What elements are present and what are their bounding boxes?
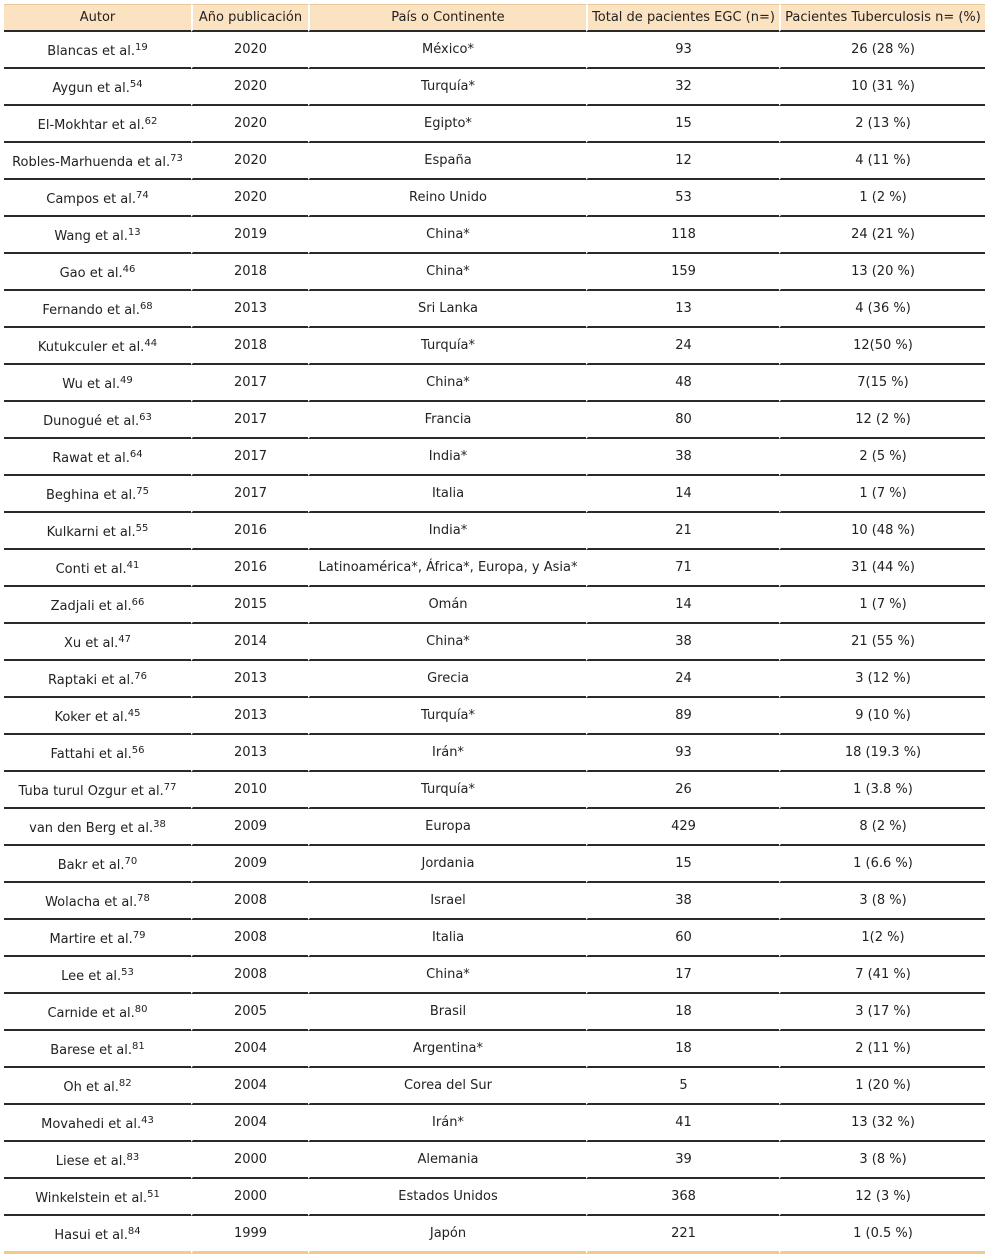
country-cell: China* — [308, 254, 586, 291]
total-patients-cell: 159 — [586, 254, 779, 291]
country-cell: Israel — [308, 883, 586, 920]
author-cell — [4, 698, 191, 735]
author-cell — [4, 291, 191, 328]
year-cell: 2018 — [191, 328, 308, 365]
author-name: Conti et al. — [55, 562, 127, 577]
year-cell: 2020 — [191, 180, 308, 217]
year-cell: 2019 — [191, 217, 308, 254]
author-name: El-Mokhtar et al. — [37, 118, 145, 133]
year-cell: 2009 — [191, 846, 308, 883]
reference-number: 43 — [141, 1115, 154, 1126]
tb-patients-cell: 26 (28 %) — [779, 32, 985, 69]
author-name: Raptaki et al. — [48, 673, 135, 688]
author-name: Aygun et al. — [52, 81, 130, 96]
tb-patients-cell: 1 (2 %) — [779, 180, 985, 217]
author-cell — [4, 957, 191, 994]
table-row — [4, 439, 985, 476]
author-cell — [4, 809, 191, 846]
reference-number: 46 — [122, 264, 136, 275]
header-total-patients: Total de pacientes EGC (n=) — [586, 4, 779, 32]
author-cell — [4, 1142, 191, 1179]
year-cell: 2008 — [191, 957, 308, 994]
author-name: Lee et al. — [61, 969, 122, 984]
reference-number: 70 — [124, 856, 138, 867]
reference-number: 68 — [139, 301, 153, 312]
year-cell: 2020 — [191, 143, 308, 180]
total-patients-cell: 13 — [586, 291, 779, 328]
year-cell: 2015 — [191, 587, 308, 624]
author-name: Gao et al. — [59, 266, 123, 281]
country-cell: Turquía* — [308, 772, 586, 809]
country-cell: Omán — [308, 587, 586, 624]
reference-number: 83 — [126, 1152, 140, 1163]
tb-patients-cell: 3 (12 %) — [779, 661, 985, 698]
year-cell: 2017 — [191, 365, 308, 402]
reference-number: 76 — [134, 671, 147, 682]
table-row — [4, 69, 985, 106]
country-cell: Brasil — [308, 994, 586, 1031]
country-cell: Corea del Sur — [308, 1068, 586, 1105]
table-row — [4, 1031, 985, 1068]
country-cell: Estados Unidos — [308, 1179, 586, 1216]
tb-patients-cell: 1 (6.6 %) — [779, 846, 985, 883]
total-patients-cell: 24 — [586, 328, 779, 365]
tb-patients-cell: 18 (19.3 %) — [779, 735, 985, 772]
table-row — [4, 180, 985, 217]
author-name: Bakr et al. — [57, 858, 125, 873]
header-tb-patients: Pacientes Tuberculosis n= (%) — [779, 4, 985, 32]
author-name: Koker et al. — [54, 710, 128, 725]
author-name: Oh et al. — [63, 1080, 119, 1095]
reference-number: 62 — [144, 116, 158, 127]
reference-number: 66 — [131, 597, 145, 608]
tb-patients-cell: 12 (3 %) — [779, 1179, 985, 1216]
reference-number: 79 — [132, 930, 146, 941]
author-name: Movahedi et al. — [41, 1117, 142, 1132]
author-cell — [4, 1179, 191, 1216]
total-patients-cell: 26 — [586, 772, 779, 809]
tb-patients-cell: 21 (55 %) — [779, 624, 985, 661]
author-name: Winkelstein et al. — [35, 1191, 148, 1206]
author-cell — [4, 920, 191, 957]
total-patients-cell: 32 — [586, 69, 779, 106]
author-cell — [4, 254, 191, 291]
year-cell: 2010 — [191, 772, 308, 809]
total-patients-cell: 38 — [586, 883, 779, 920]
reference-number: 77 — [163, 782, 177, 793]
year-cell: 2017 — [191, 476, 308, 513]
country-cell: Grecia — [308, 661, 586, 698]
author-name: Wolacha et al. — [45, 895, 138, 910]
year-cell: 2000 — [191, 1179, 308, 1216]
reference-number: 84 — [127, 1226, 141, 1237]
country-cell: China* — [308, 217, 586, 254]
total-patients-cell: 39 — [586, 1142, 779, 1179]
author-cell — [4, 883, 191, 920]
tb-patients-cell: 2 (13 %) — [779, 106, 985, 143]
reference-number: 78 — [137, 893, 150, 904]
reference-number: 63 — [139, 412, 152, 423]
total-patients-cell: 368 — [586, 1179, 779, 1216]
total-patients-cell: 93 — [586, 735, 779, 772]
table-row — [4, 809, 985, 846]
year-cell: 2000 — [191, 1142, 308, 1179]
reference-number: 38 — [153, 819, 166, 830]
country-cell: Sri Lanka — [308, 291, 586, 328]
author-name: Rawat et al. — [52, 451, 130, 466]
tb-patients-cell: 1(2 %) — [779, 920, 985, 957]
tb-patients-cell: 10 (48 %) — [779, 513, 985, 550]
tb-patients-cell: 12 (2 %) — [779, 402, 985, 439]
table-body — [4, 32, 985, 1254]
table-row — [4, 1142, 985, 1179]
table-row — [4, 365, 985, 402]
author-cell — [4, 550, 191, 587]
tb-patients-cell: 3 (17 %) — [779, 994, 985, 1031]
author-cell — [4, 32, 191, 69]
tb-patients-cell: 1 (0.5 %) — [779, 1216, 985, 1254]
total-patients-cell: 38 — [586, 439, 779, 476]
country-cell: Reino Unido — [308, 180, 586, 217]
year-cell: 2005 — [191, 994, 308, 1031]
tb-patients-cell: 9 (10 %) — [779, 698, 985, 735]
author-cell — [4, 365, 191, 402]
header-author: Autor — [4, 4, 191, 32]
country-cell: Egipto* — [308, 106, 586, 143]
total-patients-cell: 221 — [586, 1216, 779, 1254]
year-cell: 2018 — [191, 254, 308, 291]
author-cell — [4, 1068, 191, 1105]
country-cell: Francia — [308, 402, 586, 439]
author-name: Martire et al. — [49, 932, 133, 947]
year-cell: 2017 — [191, 439, 308, 476]
header-country: País o Continente — [308, 4, 586, 32]
table-row — [4, 920, 985, 957]
author-name: Wang et al. — [54, 229, 128, 244]
table-row — [4, 291, 985, 328]
table-row — [4, 143, 985, 180]
country-cell: India* — [308, 439, 586, 476]
country-cell: Turquía* — [308, 698, 586, 735]
country-cell: China* — [308, 957, 586, 994]
table-row — [4, 1179, 985, 1216]
reference-number: 47 — [118, 634, 131, 645]
total-patients-cell: 5 — [586, 1068, 779, 1105]
table-row — [4, 550, 985, 587]
author-name: Fattahi et al. — [50, 747, 132, 762]
country-cell: China* — [308, 365, 586, 402]
tb-patients-cell: 10 (31 %) — [779, 69, 985, 106]
table-row — [4, 476, 985, 513]
author-name: Carnide et al. — [47, 1006, 135, 1021]
reference-number: 45 — [127, 708, 141, 719]
header-row — [4, 4, 985, 32]
total-patients-cell: 24 — [586, 661, 779, 698]
total-patients-cell: 15 — [586, 846, 779, 883]
table-row — [4, 772, 985, 809]
year-cell: 2004 — [191, 1031, 308, 1068]
country-cell: Italia — [308, 920, 586, 957]
total-patients-cell: 15 — [586, 106, 779, 143]
table-row — [4, 217, 985, 254]
total-patients-cell: 38 — [586, 624, 779, 661]
country-cell: Irán* — [308, 735, 586, 772]
total-patients-cell: 17 — [586, 957, 779, 994]
reference-number: 41 — [126, 560, 140, 571]
total-patients-cell: 53 — [586, 180, 779, 217]
author-cell — [4, 106, 191, 143]
author-cell — [4, 439, 191, 476]
table-row — [4, 624, 985, 661]
author-cell — [4, 772, 191, 809]
table-row — [4, 1105, 985, 1142]
country-cell: México* — [308, 32, 586, 69]
country-cell: España — [308, 143, 586, 180]
tb-patients-cell: 1 (3.8 %) — [779, 772, 985, 809]
author-name: Blancas et al. — [47, 44, 135, 59]
reference-number: 13 — [127, 227, 141, 238]
tb-patients-cell: 24 (21 %) — [779, 217, 985, 254]
year-cell: 2008 — [191, 920, 308, 957]
tb-patients-cell: 12(50 %) — [779, 328, 985, 365]
author-cell — [4, 1105, 191, 1142]
table-row — [4, 661, 985, 698]
author-cell — [4, 217, 191, 254]
tb-patients-cell: 3 (8 %) — [779, 883, 985, 920]
author-cell — [4, 402, 191, 439]
total-patients-cell: 429 — [586, 809, 779, 846]
total-patients-cell: 80 — [586, 402, 779, 439]
author-cell — [4, 846, 191, 883]
author-name: Hasui et al. — [54, 1228, 128, 1243]
year-cell: 2016 — [191, 550, 308, 587]
tb-patients-cell: 4 (11 %) — [779, 143, 985, 180]
country-cell: Alemania — [308, 1142, 586, 1179]
table-row — [4, 328, 985, 365]
year-cell: 2004 — [191, 1105, 308, 1142]
year-cell: 2013 — [191, 291, 308, 328]
author-cell — [4, 1216, 191, 1254]
reference-number: 55 — [135, 523, 149, 534]
reference-number: 80 — [134, 1004, 148, 1015]
total-patients-cell: 89 — [586, 698, 779, 735]
tb-patients-cell: 1 (7 %) — [779, 476, 985, 513]
reference-number: 75 — [136, 486, 150, 497]
country-cell: Jordania — [308, 846, 586, 883]
year-cell: 2004 — [191, 1068, 308, 1105]
year-cell: 2008 — [191, 883, 308, 920]
country-cell: Japón — [308, 1216, 586, 1254]
year-cell: 2020 — [191, 69, 308, 106]
table-row — [4, 513, 985, 550]
author-name: Barese et al. — [50, 1043, 133, 1058]
table-row — [4, 106, 985, 143]
author-name: Dunogué et al. — [43, 414, 140, 429]
tb-patients-cell: 1 (7 %) — [779, 587, 985, 624]
year-cell: 2017 — [191, 402, 308, 439]
author-name: Campos et al. — [46, 192, 137, 207]
country-cell: Latinoamérica*, África*, Europa, y Asia* — [308, 550, 586, 587]
author-name: Wu et al. — [62, 377, 120, 392]
reference-number: 74 — [136, 190, 149, 201]
tb-patients-cell: 8 (2 %) — [779, 809, 985, 846]
reference-number: 51 — [147, 1189, 160, 1200]
country-cell: India* — [308, 513, 586, 550]
total-patients-cell: 21 — [586, 513, 779, 550]
author-name: Liese et al. — [55, 1154, 127, 1169]
year-cell: 2020 — [191, 32, 308, 69]
reference-number: 54 — [129, 79, 143, 90]
table-row — [4, 698, 985, 735]
author-cell — [4, 180, 191, 217]
header-year: Año publicación — [191, 4, 308, 32]
author-name: Xu et al. — [64, 636, 119, 651]
tb-patients-cell: 7 (41 %) — [779, 957, 985, 994]
table-row — [4, 1068, 985, 1105]
author-name: Kutukculer et al. — [37, 340, 145, 355]
tb-patients-cell: 13 (32 %) — [779, 1105, 985, 1142]
author-name: Robles-Marhuenda et al. — [12, 155, 171, 170]
author-name: van den Berg et al. — [29, 821, 154, 836]
table-row — [4, 1216, 985, 1254]
reference-number: 19 — [134, 42, 148, 53]
total-patients-cell: 18 — [586, 1031, 779, 1068]
reference-number: 73 — [170, 153, 183, 164]
tb-patients-cell: 7(15 %) — [779, 365, 985, 402]
total-patients-cell: 14 — [586, 476, 779, 513]
author-cell — [4, 587, 191, 624]
tb-patients-cell: 31 (44 %) — [779, 550, 985, 587]
author-name: Beghina et al. — [45, 488, 137, 503]
year-cell: 2013 — [191, 735, 308, 772]
author-cell — [4, 69, 191, 106]
table-row — [4, 994, 985, 1031]
country-cell: Irán* — [308, 1105, 586, 1142]
tb-patients-cell: 4 (36 %) — [779, 291, 985, 328]
author-cell — [4, 661, 191, 698]
table-row — [4, 735, 985, 772]
tb-patients-cell: 2 (11 %) — [779, 1031, 985, 1068]
reference-number: 81 — [132, 1041, 145, 1052]
author-cell — [4, 1031, 191, 1068]
author-cell — [4, 143, 191, 180]
country-cell: Turquía* — [308, 328, 586, 365]
reference-number: 44 — [144, 338, 158, 349]
tb-patients-cell: 13 (20 %) — [779, 254, 985, 291]
total-patients-cell: 14 — [586, 587, 779, 624]
total-patients-cell: 41 — [586, 1105, 779, 1142]
year-cell: 2009 — [191, 809, 308, 846]
year-cell: 2013 — [191, 698, 308, 735]
total-patients-cell: 60 — [586, 920, 779, 957]
author-cell — [4, 624, 191, 661]
author-cell — [4, 735, 191, 772]
author-cell — [4, 513, 191, 550]
author-name: Zadjali et al. — [50, 599, 132, 614]
total-patients-cell: 71 — [586, 550, 779, 587]
author-name: Fernando et al. — [42, 303, 140, 318]
tuberculosis-studies-table — [4, 4, 985, 1254]
country-cell: Argentina* — [308, 1031, 586, 1068]
tb-patients-cell: 3 (8 %) — [779, 1142, 985, 1179]
country-cell: Europa — [308, 809, 586, 846]
country-cell: Italia — [308, 476, 586, 513]
table-row — [4, 846, 985, 883]
total-patients-cell: 48 — [586, 365, 779, 402]
year-cell: 2013 — [191, 661, 308, 698]
year-cell: 2016 — [191, 513, 308, 550]
total-patients-cell: 12 — [586, 143, 779, 180]
total-patients-cell: 93 — [586, 32, 779, 69]
total-patients-cell: 18 — [586, 994, 779, 1031]
author-name: Kulkarni et al. — [46, 525, 136, 540]
reference-number: 53 — [121, 967, 134, 978]
year-cell: 2020 — [191, 106, 308, 143]
author-name: Tuba turul Ozgur et al. — [18, 784, 164, 799]
total-patients-cell: 118 — [586, 217, 779, 254]
author-cell — [4, 328, 191, 365]
table-row — [4, 32, 985, 69]
tb-patients-cell: 2 (5 %) — [779, 439, 985, 476]
reference-number: 49 — [119, 375, 133, 386]
year-cell: 1999 — [191, 1216, 308, 1254]
country-cell: China* — [308, 624, 586, 661]
table-row — [4, 957, 985, 994]
reference-number: 82 — [118, 1078, 132, 1089]
reference-number: 64 — [129, 449, 143, 460]
table-row — [4, 587, 985, 624]
table-row — [4, 883, 985, 920]
tb-patients-cell: 1 (20 %) — [779, 1068, 985, 1105]
country-cell: Turquía* — [308, 69, 586, 106]
table-row — [4, 254, 985, 291]
author-cell — [4, 994, 191, 1031]
author-cell — [4, 476, 191, 513]
table-row — [4, 402, 985, 439]
year-cell: 2014 — [191, 624, 308, 661]
reference-number: 56 — [131, 745, 145, 756]
